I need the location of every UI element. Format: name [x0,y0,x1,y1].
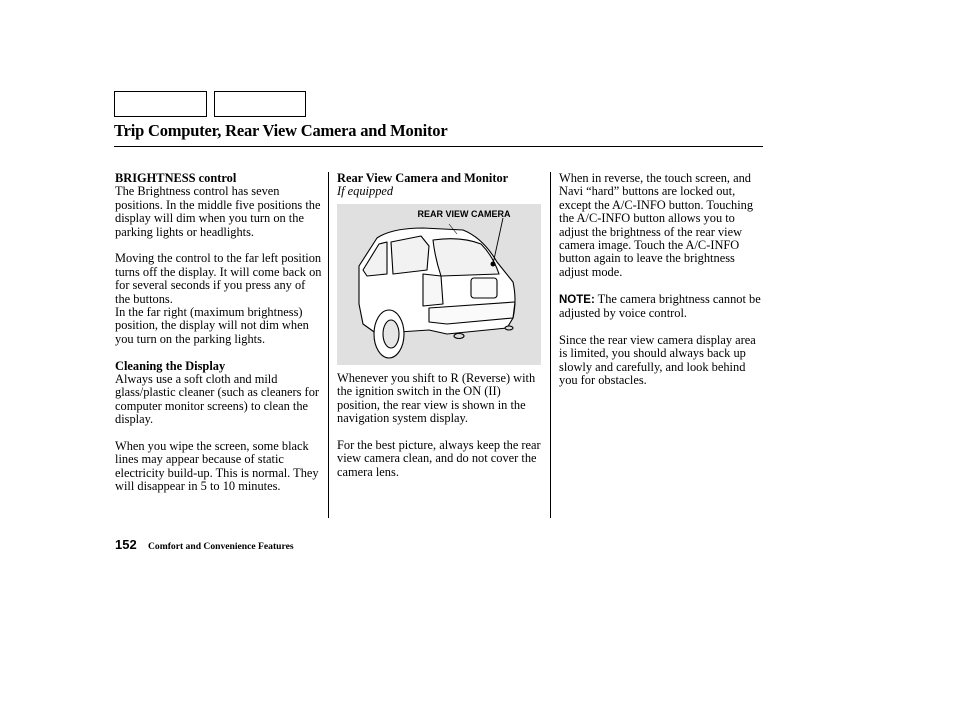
cleaning-paragraph-2: When you wipe the screen, some black lines may appear because of static electricity build-up. This is normal. They will disappear in 5 to 10 minutes. [115,439,319,494]
page-title: Trip Computer, Rear View Camera and Monitor [114,121,448,140]
figure-label: REAR VIEW CAMERA [417,209,511,219]
note-label: NOTE: [559,293,595,306]
brightness-heading: BRIGHTNESS control [115,171,237,185]
camera-heading: Rear View Camera and Monitor [337,171,509,185]
note-text: The camera brightness cannot be adjusted by voice control. [559,291,761,321]
column-right [559,172,764,387]
column-divider-2 [550,172,551,518]
camera-paragraph-2: For the best picture, always keep the rear view camera clean, and do not cover the camera lens. [337,438,541,479]
column-middle [337,172,545,199]
suv-rear-illustration [337,204,541,365]
title-divider [114,146,763,147]
reverse-paragraph: When in reverse, the touch screen, and Navi “hard” buttons are locked out, except the A/C-INFO button. Touching the A/C-INFO button allows you to adjust the brightness of the rear view camera image. Touch the A/C-INFO button again to leave the brightness adjust mode. [559,171,754,279]
section-name: Comfort and Convenience Features [148,541,294,552]
cleaning-paragraph-1: Always use a soft cloth and mild glass/plastic cleaner (such as cleaners for computer monitor screens) to clean the display. [115,372,320,427]
column-middle-text [337,372,545,479]
page-number: 152 [115,537,137,552]
safety-paragraph: Since the rear view camera display area is limited, you should always back up slowly and carefully, and look behind you for obstacles. [559,332,756,388]
rear-view-camera-illustration [337,204,541,365]
cleaning-heading: Cleaning the Display [115,358,226,373]
column-divider-1 [328,172,329,518]
camera-paragraph-1: Whenever you shift to R (Reverse) with the ignition switch in the ON (II) position, the rear view is shown in the navigation system display. [337,371,536,426]
brightness-paragraph-1: The Brightness control has seven positions. In the middle five positions the display will dim when you turn on the parking lights or headlights. [115,184,321,239]
note-paragraph [559,293,764,321]
header-tab-box-right [214,91,306,117]
column-left [115,172,323,494]
brightness-paragraph-2b: In the far right (maximum brightness) position, the display will not dim when you turn on the parking lights. [115,305,309,346]
header-tab-box-left [114,91,207,117]
brightness-paragraph-2a: Moving the control to the far left position turns off the display. It will come back on for several seconds if you press any of the buttons. [115,251,322,306]
camera-subheading: If equipped [337,184,394,199]
